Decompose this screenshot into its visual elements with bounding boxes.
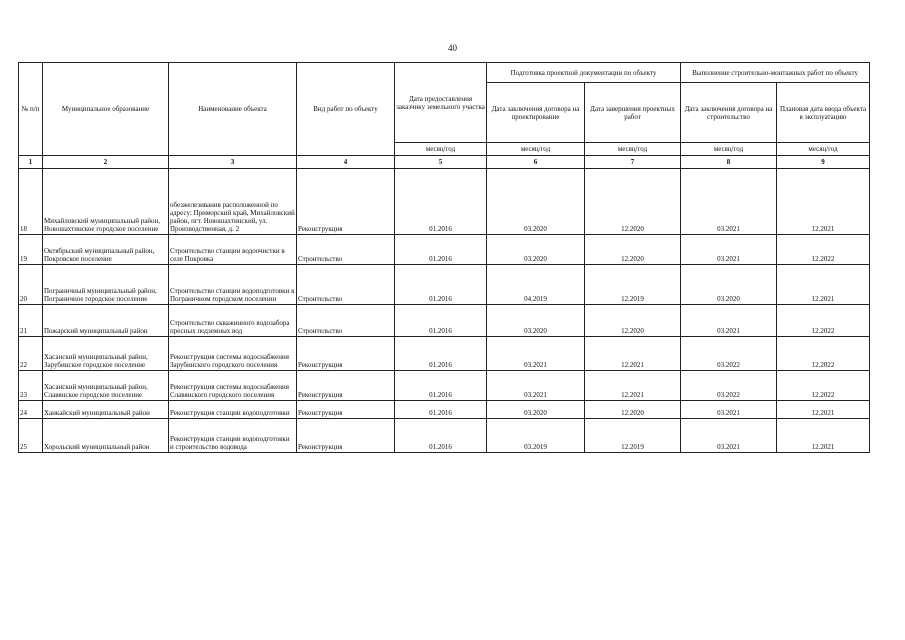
header-work-type: Вид работ по объекту [297, 63, 395, 156]
row-build-contract: 03.2021 [681, 419, 777, 453]
row-municipality: Ханкайский муниципальный район [43, 401, 169, 419]
row-commission: 12.2022 [777, 371, 870, 401]
row-municipality: Пограничный муниципальный район, Пограничное городское поселение [43, 265, 169, 305]
table-row [19, 371, 870, 401]
page-number: 40 [448, 43, 457, 53]
unit-label: месяц/год [777, 143, 870, 156]
row-design-end: 12.2021 [585, 371, 681, 401]
row-work-type: Строительство [297, 305, 395, 337]
row-index: 19 [19, 235, 43, 265]
row-design-end: 12.2019 [585, 419, 681, 453]
column-number: 6 [487, 156, 585, 169]
column-number: 4 [297, 156, 395, 169]
row-land-date: 01.2016 [395, 401, 487, 419]
row-index: 22 [19, 337, 43, 371]
row-design-end: 12.2020 [585, 169, 681, 235]
row-municipality: Октябрьский муниципальный район, Покровское поселение [43, 235, 169, 265]
projects-table [18, 62, 870, 453]
row-design-contract: 03.2020 [487, 169, 585, 235]
row-build-contract: 03.2021 [681, 235, 777, 265]
row-land-date: 01.2016 [395, 419, 487, 453]
header-object: Наименование объекта [169, 63, 297, 156]
table-row [19, 419, 870, 453]
column-number: 1 [19, 156, 43, 169]
row-design-end: 12.2021 [585, 337, 681, 371]
row-object: Строительство станции водоподготовки в Пограничном городском поселении [169, 265, 297, 305]
row-design-end: 12.2020 [585, 305, 681, 337]
column-number: 3 [169, 156, 297, 169]
header-commission: Плановая дата ввода объекта в эксплуатацию [777, 83, 870, 143]
unit-label: месяц/год [395, 143, 487, 156]
row-design-end: 12.2019 [585, 265, 681, 305]
row-build-contract: 03.2022 [681, 337, 777, 371]
row-commission: 12.2021 [777, 169, 870, 235]
table-header [19, 63, 870, 169]
row-design-contract: 03.2021 [487, 337, 585, 371]
row-commission: 12.2022 [777, 337, 870, 371]
row-build-contract: 03.2021 [681, 305, 777, 337]
unit-label: месяц/год [681, 143, 777, 156]
row-land-date: 01.2016 [395, 265, 487, 305]
row-design-contract: 04.2019 [487, 265, 585, 305]
header-construction-group: Выполнение строительно-монтажных работ по объекту [681, 63, 870, 83]
row-work-type: Реконструкция [297, 371, 395, 401]
row-work-type: Строительство [297, 235, 395, 265]
table-row [19, 265, 870, 305]
row-design-end: 12.2020 [585, 401, 681, 419]
row-design-contract: 03.2020 [487, 401, 585, 419]
header-index: № п/п [19, 63, 43, 156]
table-row [19, 305, 870, 337]
row-municipality: Хорольский муниципальный район [43, 419, 169, 453]
row-object: обезжелезивания расположенной по адресу: Приморский край, Михайловский район, пгт. Новошахтинский, ул. Производственная, д. 2 [169, 169, 297, 235]
row-index: 25 [19, 419, 43, 453]
row-commission: 12.2022 [777, 305, 870, 337]
column-number: 7 [585, 156, 681, 169]
row-object: Строительство скважинного водозабора пресных подземных вод [169, 305, 297, 337]
row-index: 23 [19, 371, 43, 401]
table-row [19, 401, 870, 419]
row-municipality: Хасанский муниципальный район, Зарубинское городское поселение [43, 337, 169, 371]
header-land-date: Дата предоставления заказчику земельного участка [395, 63, 487, 143]
row-build-contract: 03.2021 [681, 401, 777, 419]
row-design-end: 12.2020 [585, 235, 681, 265]
row-object: Реконструкция системы водоснабжения Славянского городского поселения [169, 371, 297, 401]
row-work-type: Реконструкция [297, 337, 395, 371]
header-design-group: Подготовка проектной документации по объекту [487, 63, 681, 83]
table-row [19, 337, 870, 371]
column-number: 2 [43, 156, 169, 169]
row-land-date: 01.2016 [395, 305, 487, 337]
unit-label: месяц/год [585, 143, 681, 156]
row-object: Реконструкция станции водоподготовки и строительство водовода [169, 419, 297, 453]
row-build-contract: 03.2022 [681, 371, 777, 401]
table-row [19, 235, 870, 265]
row-commission: 12.2022 [777, 235, 870, 265]
row-commission: 12.2021 [777, 265, 870, 305]
table-body [19, 169, 870, 453]
row-commission: 12.2021 [777, 419, 870, 453]
header-design-contract: Дата заключения договора на проектирование [487, 83, 585, 143]
row-land-date: 01.2016 [395, 371, 487, 401]
row-commission: 12.2021 [777, 401, 870, 419]
column-number: 9 [777, 156, 870, 169]
row-municipality: Хасанский муниципальный район, Славянское городское поселение [43, 371, 169, 401]
row-design-contract: 03.2020 [487, 305, 585, 337]
row-municipality: Пожарский муниципальный район [43, 305, 169, 337]
row-land-date: 01.2016 [395, 169, 487, 235]
row-index: 18 [19, 169, 43, 235]
row-work-type: Реконструкция [297, 401, 395, 419]
row-index: 21 [19, 305, 43, 337]
table-row [19, 169, 870, 235]
unit-label: месяц/год [487, 143, 585, 156]
row-design-contract: 03.2019 [487, 419, 585, 453]
row-work-type: Реконструкция [297, 169, 395, 235]
header-municipality: Муниципальное образование [43, 63, 169, 156]
header-design-end: Дата завершения проектных работ [585, 83, 681, 143]
row-land-date: 01.2016 [395, 235, 487, 265]
row-work-type: Реконструкция [297, 419, 395, 453]
row-land-date: 01.2016 [395, 337, 487, 371]
row-index: 24 [19, 401, 43, 419]
row-index: 20 [19, 265, 43, 305]
row-build-contract: 03.2020 [681, 265, 777, 305]
header-build-contract: Дата заключения договора на строительство [681, 83, 777, 143]
row-object: Реконструкция станции водоподготовки [169, 401, 297, 419]
row-build-contract: 03.2021 [681, 169, 777, 235]
row-object: Строительство станции водоочистки в селе Покровка [169, 235, 297, 265]
column-number: 5 [395, 156, 487, 169]
row-work-type: Строительство [297, 265, 395, 305]
column-number: 8 [681, 156, 777, 169]
row-object: Реконструкция системы водоснабжения Зарубинского городского поселения [169, 337, 297, 371]
row-design-contract: 03.2021 [487, 371, 585, 401]
row-municipality: Михайловский муниципальный район, Новошахтинское городское поселение [43, 169, 169, 235]
row-design-contract: 03.2020 [487, 235, 585, 265]
